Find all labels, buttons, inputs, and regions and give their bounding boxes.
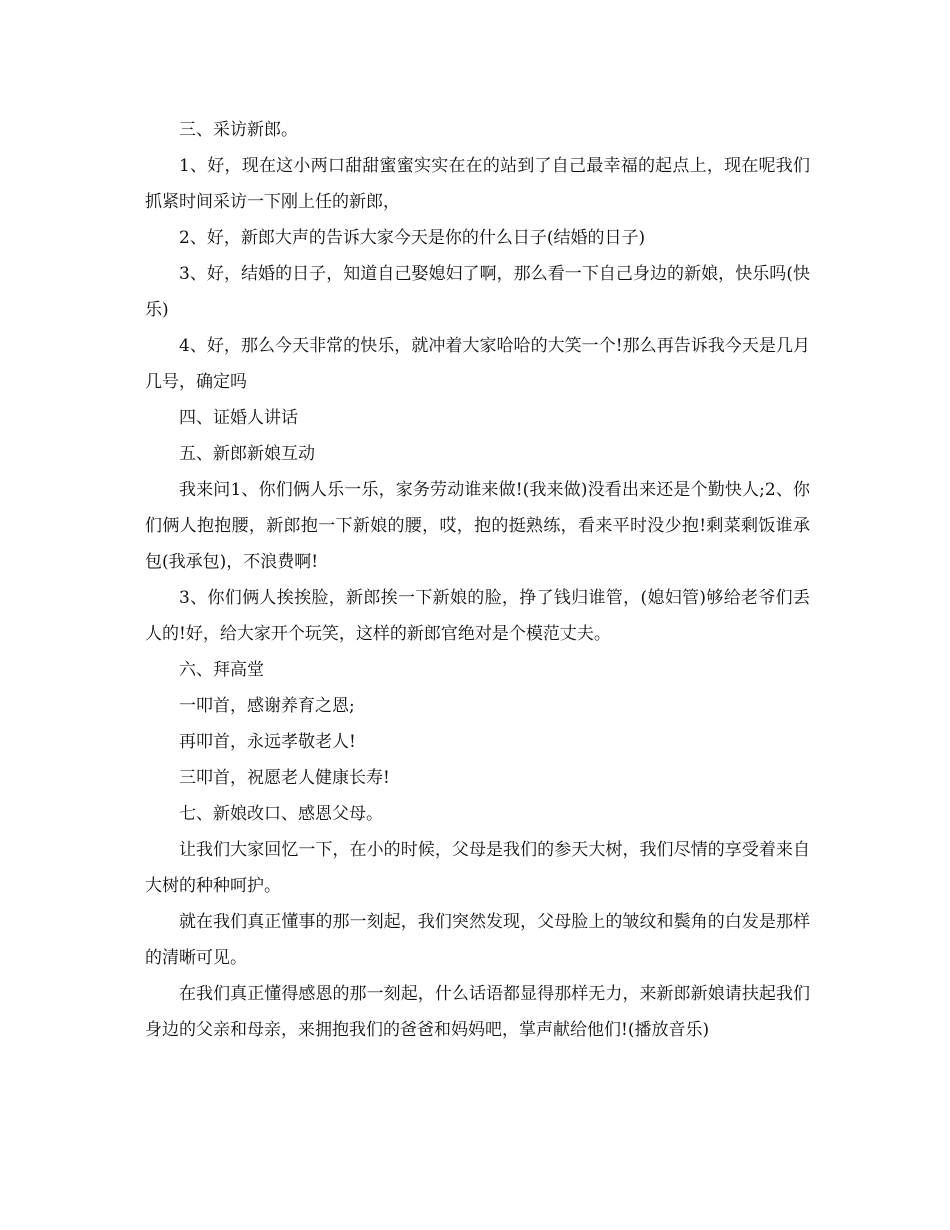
paragraph: 1、好，现在这小两口甜甜蜜蜜实实在在的站到了自己最幸福的起点上，现在呢我们抓紧时间采访一下刚上任的新郎，: [145, 156, 810, 212]
list-line: 三叩首，祝愿老人健康长寿!: [179, 768, 390, 788]
paragraph: 让我们大家回忆一下，在小的时候，父母是我们的参天大树，我们尽情的享受着来自大树的种种呵护。: [145, 840, 810, 896]
list-line: 再叩首，永远孝敬老人!: [179, 732, 356, 752]
section-heading-couple-interaction: 五、新郎新娘互动: [179, 444, 315, 464]
paragraph: 在我们真正懂得感恩的那一刻起，什么话语都显得那样无力，来新郎新娘请扶起我们身边的父亲和母亲，来拥抱我们的爸爸和妈妈吧，掌声献给他们!(播放音乐): [145, 984, 810, 1040]
section-heading-thank-parents: 七、新娘改口、感恩父母。: [179, 804, 383, 824]
paragraph: 我来问1、你们俩人乐一乐，家务劳动谁来做!(我来做)没看出来还是个勤快人;2、你们俩人抱抱腰，新郎抱一下新娘的腰，哎，抱的挺熟练，看来平时没少抱!剩菜剩饭谁承包(我承包)，不浪费啊!: [145, 480, 810, 572]
document-body: [145, 112, 810, 1048]
section-heading-interview-groom: 三、采访新郎。: [179, 120, 298, 140]
paragraph: 3、你们俩人挨挨脸，新郎挨一下新娘的脸，挣了钱归谁管，(媳妇管)够给老爷们丢人的!好，给大家开个玩笑，这样的新郎官绝对是个模范丈夫。: [145, 588, 810, 644]
list-line: 一叩首，感谢养育之恩;: [179, 696, 355, 716]
section-heading-witness-speech: 四、证婚人讲话: [179, 408, 298, 428]
paragraph: 3、好，结婚的日子，知道自己娶媳妇了啊，那么看一下自己身边的新娘，快乐吗(快乐): [145, 264, 810, 320]
paragraph: 就在我们真正懂事的那一刻起，我们突然发现，父母脸上的皱纹和鬓角的白发是那样的清晰可见。: [145, 912, 810, 968]
paragraph: 2、好，新郎大声的告诉大家今天是你的什么日子(结婚的日子): [179, 228, 646, 248]
paragraph: 4、好，那么今天非常的快乐，就冲着大家哈哈的大笑一个!那么再告诉我今天是几月几号，确定吗: [145, 336, 810, 392]
section-heading-bow-to-parents: 六、拜高堂: [179, 660, 264, 680]
